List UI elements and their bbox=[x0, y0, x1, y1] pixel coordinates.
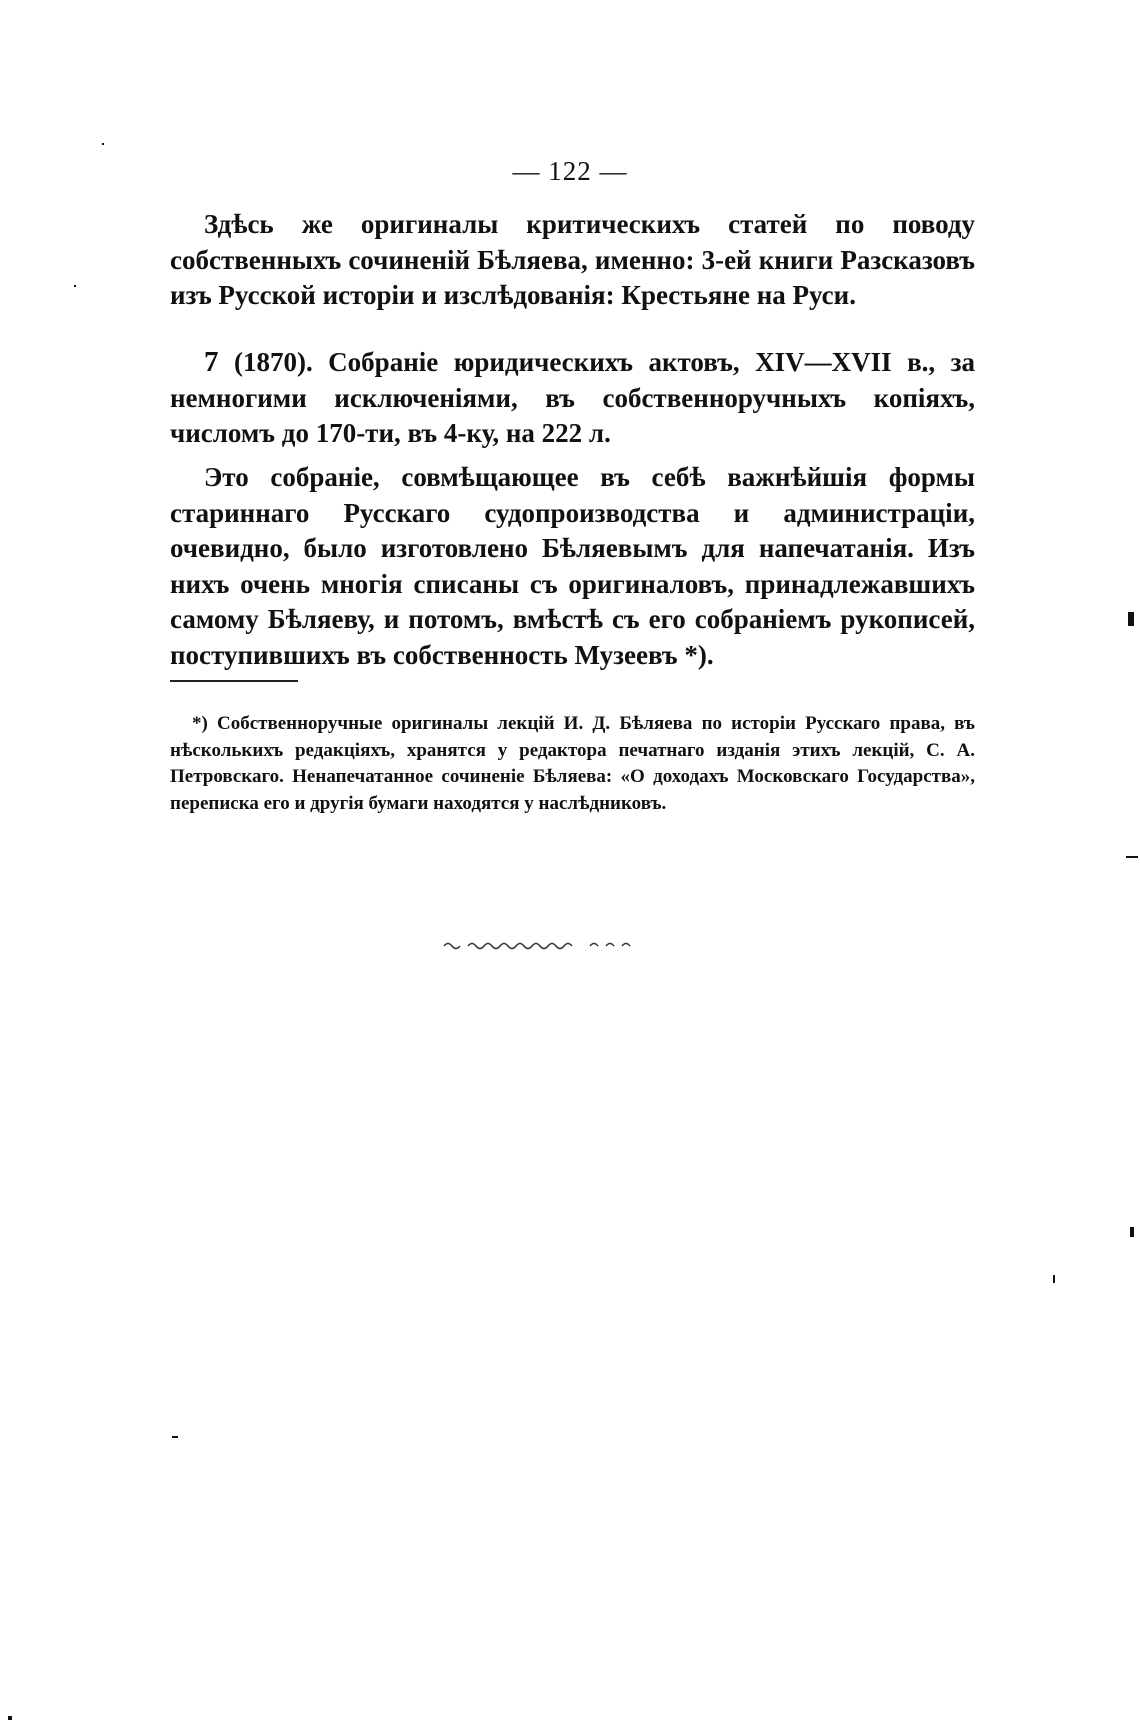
scan-speck bbox=[172, 1436, 178, 1438]
scan-speck bbox=[1053, 1275, 1055, 1283]
page-number: — 122 — bbox=[512, 156, 628, 186]
paragraph-text: Здѣсь же оригиналы критическихъ статей по поводу собственныхъ сочиненій Бѣляева, именно: 3-ей книги Разсказовъ изъ Русской исторіи и изслѣдованія: Крестьяне на Руси. bbox=[170, 209, 975, 310]
scan-speck bbox=[1126, 856, 1138, 858]
scan-speck bbox=[74, 285, 76, 287]
wavy-line-ornament-icon bbox=[440, 938, 640, 952]
paragraph-critical-articles bbox=[170, 207, 975, 314]
paragraph-item-7 bbox=[170, 345, 975, 452]
footnote-divider bbox=[170, 680, 298, 682]
scan-speck bbox=[1128, 612, 1134, 626]
item-entry bbox=[170, 345, 975, 452]
scan-speck bbox=[8, 1716, 12, 1720]
scan-speck bbox=[1130, 1227, 1134, 1237]
paragraph-collection-description bbox=[170, 460, 975, 673]
item-description: (1870). Собраніе юридическихъ актовъ, XIV—XVII в., за немногими исключеніями, въ собственноручныхъ копіяхъ, числомъ до 170-ти, въ 4-ку, на 222 л. bbox=[170, 347, 975, 448]
item-number: 7 bbox=[204, 346, 219, 378]
paragraph-text: Это собраніе, совмѣщающее въ себѣ важнѣйшія формы стариннаго Русскаго судопроизводства и администраціи, очевидно, было изготовлено Бѣляевымъ для напечатанія. Изъ нихъ очень многія списаны съ оригиналовъ, принадлежавшихъ самому Бѣляеву, и потомъ, вмѣстѣ съ его собраніемъ рукописей, поступившихъ въ собственность Музеевъ *). bbox=[170, 462, 975, 670]
footnote: *) Собственноручные оригиналы лекцій И. Д. Бѣляева по исторіи Русскаго права, въ нѣсколькихъ редакціяхъ, хранятся у редактора печатнаго изданія этихъ лекцій, С. А. Петровскаго. Ненапечатанное сочиненіе Бѣляева: «О доходахъ Московскаго Государства», переписка его и другія бумаги находятся у наслѣдниковъ. bbox=[170, 713, 975, 814]
scan-speck bbox=[102, 143, 104, 145]
